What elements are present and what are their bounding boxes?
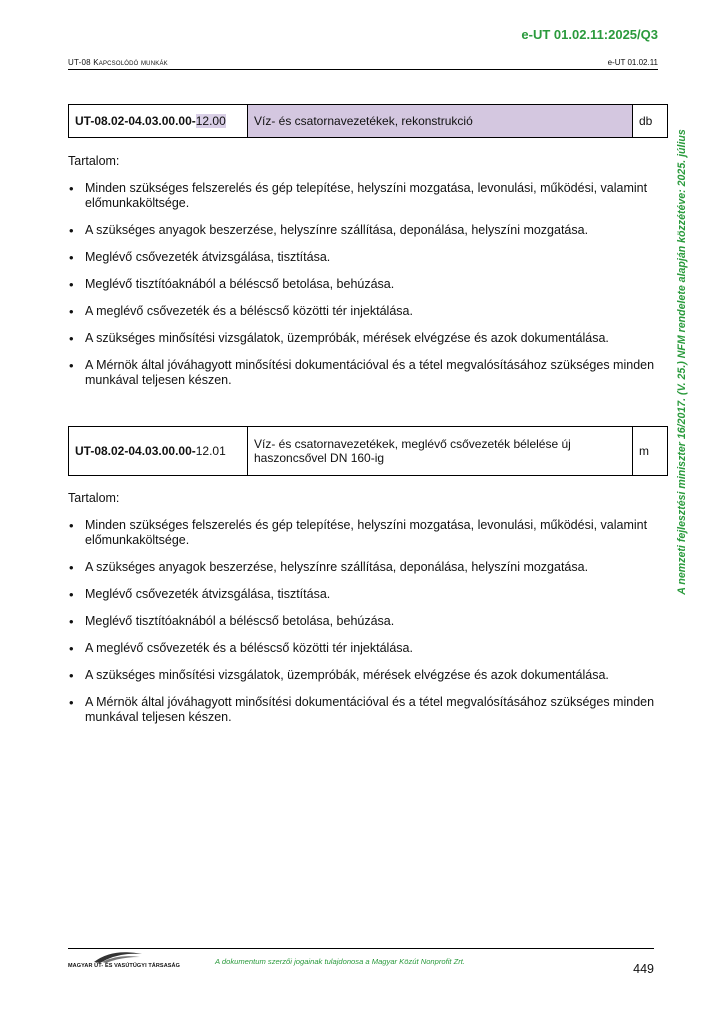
item-unit: m [633, 427, 668, 476]
list-item: • Meglévő tisztítóaknából a béléscső betolása, behúzása. [68, 614, 658, 629]
list-item: • A szükséges anyagok beszerzése, helyszínre szállítása, deponálása, helyszíni mozgatása. [68, 223, 658, 238]
list-item: • Meglévő tisztítóaknából a béléscső betolása, behúzása. [68, 277, 658, 292]
item-code-main: UT-08.02-04.03.00.00- [75, 114, 196, 128]
content-list-1 [68, 181, 658, 400]
list-item: • A meglévő csővezeték és a béléscső közötti tér injektálása. [68, 304, 658, 319]
content-list-2 [68, 518, 658, 737]
list-item: • Minden szükséges felszerelés és gép telepítése, helyszíni mozgatása, levonulási, működési, valamint előmunkaköltsége. [68, 181, 658, 211]
list-item: • A Mérnök által jóváhagyott minősítési dokumentációval és a tétel megvalósításához szükséges minden munkával teljesen készen. [68, 695, 658, 725]
content-label: Tartalom: [68, 491, 120, 505]
running-header [68, 58, 658, 70]
item-table-2 [68, 426, 668, 476]
list-item: • Meglévő csővezeték átvizsgálása, tisztítása. [68, 250, 658, 265]
item-code-suffix: 12.00 [195, 114, 226, 128]
side-note-text: A nemzeti fejlesztési miniszter 16/2017. (V. 25.) NFM rendelete alapján közzétéve: 2025. július [676, 129, 688, 595]
list-item: • A Mérnök által jóváhagyott minősítési dokumentációval és a tétel megvalósításához szükséges minden munkával teljesen készen. [68, 358, 658, 388]
item-description: Víz- és csatornavezetékek, rekonstrukció [248, 105, 633, 138]
item-code-cell [69, 427, 248, 476]
item-code-cell [69, 105, 248, 138]
road-logo-icon [92, 950, 144, 964]
footer-rule [68, 948, 654, 949]
running-header-right: e-UT 01.02.11 [607, 58, 658, 67]
list-item: • Meglévő csővezeték átvizsgálása, tisztítása. [68, 587, 658, 602]
content-label: Tartalom: [68, 154, 120, 168]
list-item: • A szükséges minősítési vizsgálatok, üzempróbák, mérések elvégzése és azok dokumentálása. [68, 668, 658, 683]
list-item: • Minden szükséges felszerelés és gép telepítése, helyszíni mozgatása, levonulási, működési, valamint előmunkaköltsége. [68, 518, 658, 548]
list-item: • A szükséges minősítési vizsgálatok, üzempróbák, mérések elvégzése és azok dokumentálása. [68, 331, 658, 346]
list-item: • A szükséges anyagok beszerzése, helyszínre szállítása, deponálása, helyszíni mozgatása. [68, 560, 658, 575]
item-code-suffix: 12.01 [195, 444, 226, 458]
item-unit: db [633, 105, 668, 138]
item-table-1 [68, 104, 668, 138]
company-logo [68, 950, 180, 974]
copyright-note: A dokumentum szerzői jogainak tulajdonosa a Magyar Közút Nonprofit Zrt. [215, 957, 466, 966]
item-description: Víz- és csatornavezetékek, meglévő csővezeték bélelése új haszoncsővel DN 160-ig [248, 427, 633, 476]
page-number: 449 [633, 962, 654, 976]
logo-text: MAGYAR ÚT- ÉS VASÚTÜGYI TÁRSASÁG [68, 963, 180, 969]
list-item: • A meglévő csővezeték és a béléscső közötti tér injektálása. [68, 641, 658, 656]
document-code: e-UT 01.02.11:2025/Q3 [521, 27, 658, 42]
running-header-left: UT-08 Kapcsolódó munkák [68, 58, 168, 67]
item-code-main: UT-08.02-04.03.00.00- [75, 444, 196, 458]
